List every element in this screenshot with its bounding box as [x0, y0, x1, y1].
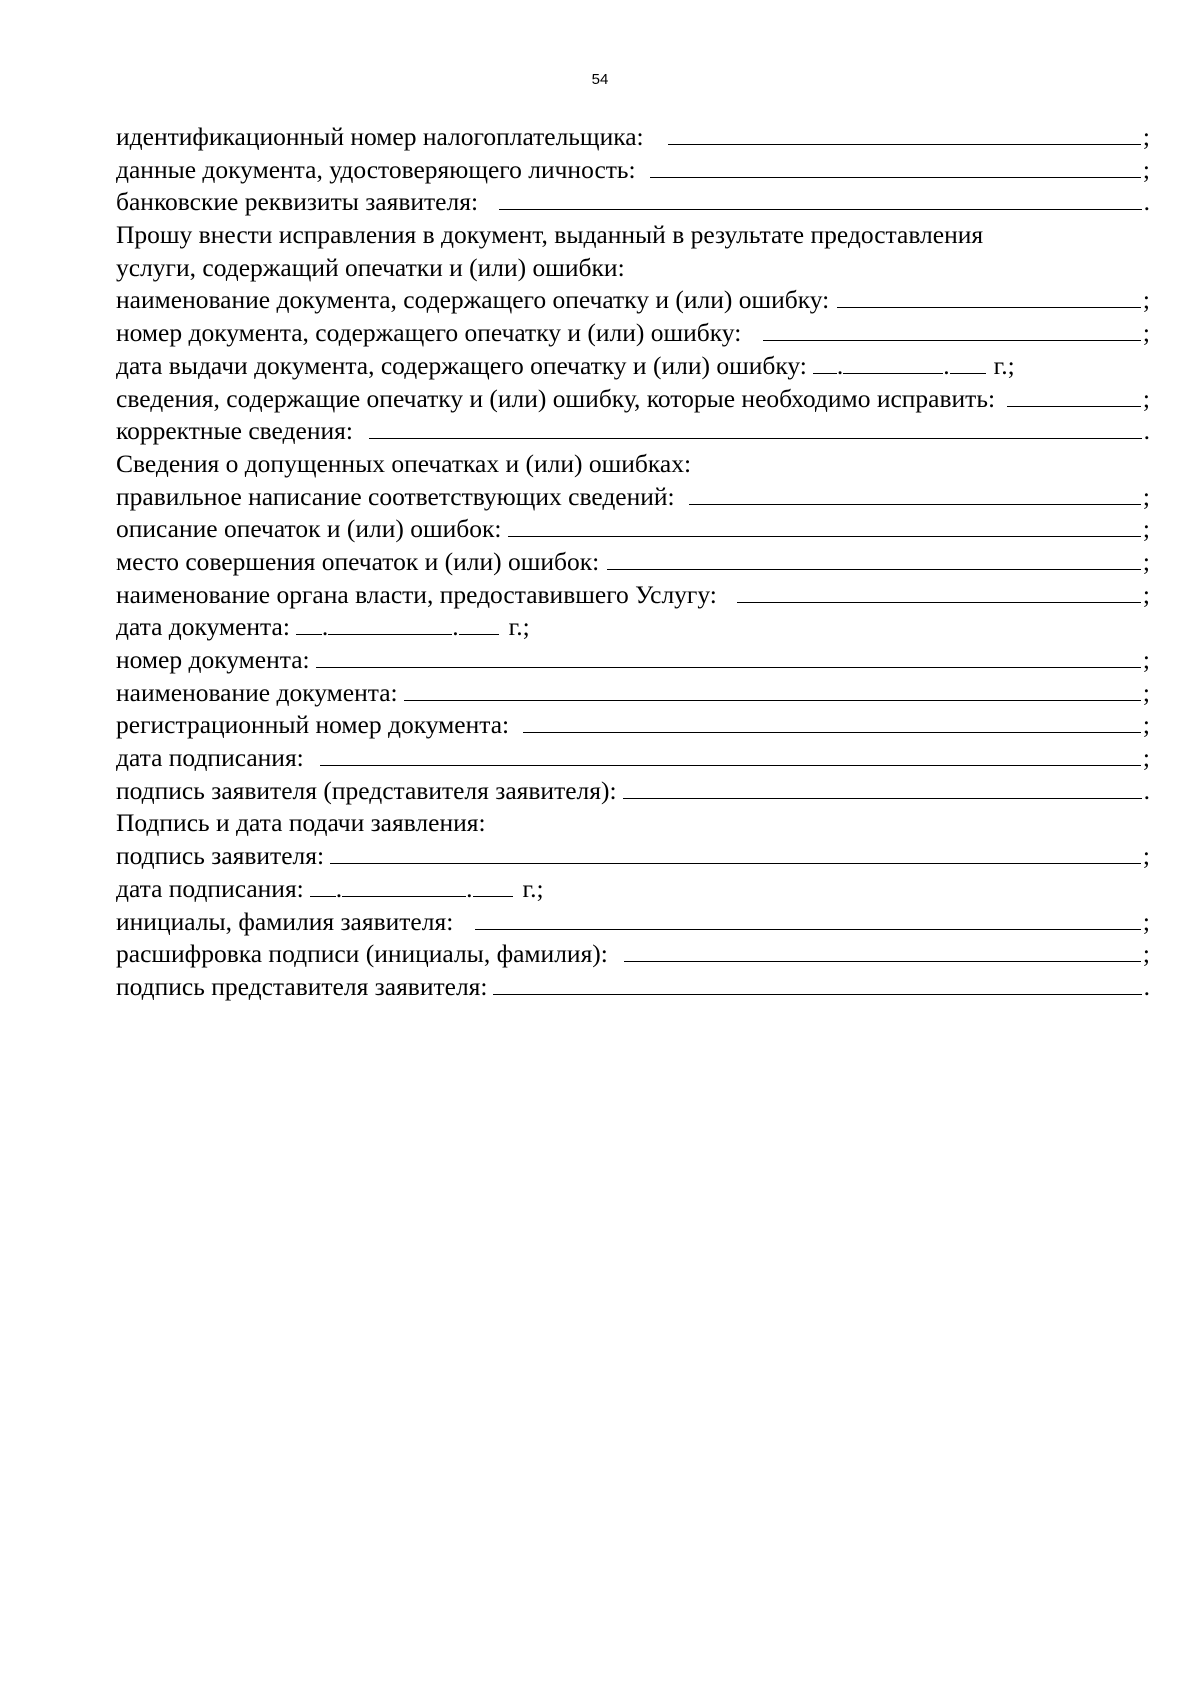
errors-place-label: место совершения опечаток и (или) ошибок:: [116, 546, 600, 576]
request-text-1: Прошу внести исправления в документ, выданный в результате предоставления: [116, 220, 984, 250]
document-date-field[interactable]: . .: [296, 611, 499, 644]
id-doc-field[interactable]: [650, 154, 1141, 178]
bank-label: банковские реквизиты заявителя:: [116, 187, 479, 217]
signing-date-label-2: дата подписания:: [116, 873, 304, 903]
correct-spelling-row: [116, 481, 1150, 514]
page-number: 54: [591, 71, 609, 88]
correct-info-label: корректные сведения:: [116, 416, 353, 446]
document-date-label: дата документа:: [116, 612, 290, 642]
signature-decoding-end: ;: [1142, 939, 1150, 969]
inn-row: [116, 121, 1150, 154]
applicant-signature-end: ;: [1142, 841, 1150, 871]
doc-name-label: наименование документа, содержащего опечатку и (или) ошибку:: [116, 285, 830, 315]
registration-number-row: [116, 709, 1150, 742]
id-doc-end: ;: [1142, 154, 1150, 184]
document-month-field[interactable]: [328, 611, 452, 635]
request-text-2: услуги, содержащий опечатки и (или) ошибки:: [116, 252, 625, 282]
correct-spelling-end: ;: [1142, 481, 1150, 511]
applicant-signature-label: подпись заявителя:: [116, 841, 325, 871]
doc-number-end: ;: [1142, 318, 1150, 348]
document-name-label: наименование документа:: [116, 677, 398, 707]
signing-date-field-2[interactable]: . .: [310, 873, 513, 906]
signing-year-field[interactable]: [473, 873, 513, 897]
signature-decoding-label: расшифровка подписи (инициалы, фамилия):: [116, 939, 608, 969]
doc-number-field[interactable]: [763, 317, 1141, 341]
document-year-field[interactable]: [459, 611, 499, 635]
errors-place-row: [116, 546, 1150, 579]
issue-date-row: [116, 350, 1150, 383]
bank-field[interactable]: [499, 186, 1142, 210]
signing-date-label-1: дата подписания:: [116, 743, 304, 773]
document-name-field[interactable]: [404, 677, 1141, 701]
representative-sign-field[interactable]: [493, 971, 1141, 995]
issue-month-field[interactable]: [843, 350, 943, 374]
document-number-field[interactable]: [316, 644, 1141, 668]
application-form: [116, 121, 1150, 1004]
document-name-row: [116, 677, 1150, 710]
signature-decoding-field[interactable]: [624, 938, 1141, 962]
authority-name-end: ;: [1142, 579, 1150, 609]
correct-spelling-label: правильное написание соответствующих сведений:: [116, 481, 675, 511]
authority-name-field[interactable]: [737, 579, 1141, 603]
document-date-row: [116, 611, 1150, 644]
initials-label: инициалы, фамилия заявителя:: [116, 906, 454, 936]
issue-day-field[interactable]: [813, 350, 837, 374]
signing-date-field-1[interactable]: [320, 742, 1141, 766]
errors-description-row: [116, 513, 1150, 546]
info-to-fix-field[interactable]: [1007, 383, 1141, 407]
doc-name-end: ;: [1142, 285, 1150, 315]
issue-date-field[interactable]: . .: [813, 350, 986, 383]
errors-heading-row: [116, 448, 1150, 481]
document-number-end: ;: [1142, 645, 1150, 674]
initials-field[interactable]: [475, 906, 1141, 930]
sign-heading-row: [116, 807, 1150, 840]
inn-label: идентификационный номер налогоплательщика:: [116, 122, 644, 151]
correct-info-end: .: [1143, 416, 1150, 446]
correct-spelling-field[interactable]: [689, 481, 1141, 505]
document-name-end: ;: [1142, 677, 1150, 707]
authority-name-label: наименование органа власти, предоставившего Услугу:: [116, 579, 717, 609]
inn-end: ;: [1142, 122, 1150, 151]
initials-end: ;: [1142, 906, 1150, 936]
document-number-label: номер документа:: [116, 645, 310, 674]
doc-name-row: [116, 284, 1150, 317]
signing-month-field[interactable]: [342, 873, 466, 897]
doc-name-field[interactable]: [837, 284, 1141, 308]
document-number-row: [116, 644, 1150, 677]
id-doc-row: [116, 154, 1150, 187]
doc-number-row: [116, 317, 1150, 350]
signing-date-end-1: ;: [1142, 743, 1150, 773]
issue-year-field[interactable]: [950, 350, 986, 374]
info-to-fix-label: сведения, содержащие опечатку и (или) ошибку, которые необходимо исправить:: [116, 383, 996, 413]
inn-field[interactable]: [668, 121, 1141, 145]
document-date-year-suffix: г.;: [508, 612, 530, 642]
correct-info-row: [116, 415, 1150, 448]
errors-place-field[interactable]: [607, 546, 1141, 570]
errors-description-field[interactable]: [508, 513, 1141, 537]
applicant-sign-label: подпись заявителя (представителя заявителя):: [116, 775, 617, 805]
issue-date-year-suffix: г.;: [993, 350, 1015, 380]
applicant-signature-row: [116, 840, 1150, 873]
signing-date-year-suffix: г.;: [522, 873, 544, 903]
signing-day-field[interactable]: [310, 873, 336, 897]
document-day-field[interactable]: [296, 611, 322, 635]
representative-sign-row: [116, 971, 1150, 1004]
sign-heading: Подпись и дата подачи заявления:: [116, 808, 486, 838]
issue-date-label: дата выдачи документа, содержащего опечатку и (или) ошибку:: [116, 350, 807, 380]
registration-number-end: ;: [1142, 710, 1150, 740]
representative-sign-label: подпись представителя заявителя:: [116, 971, 488, 1001]
request-line-1: [116, 219, 1150, 252]
errors-description-end: ;: [1142, 514, 1150, 544]
info-to-fix-end: ;: [1142, 383, 1150, 413]
authority-name-row: [116, 579, 1150, 612]
errors-place-end: ;: [1142, 546, 1150, 576]
errors-heading: Сведения о допущенных опечатках и (или) ошибках:: [116, 448, 692, 478]
id-doc-label: данные документа, удостоверяющего личность:: [116, 154, 636, 184]
correct-info-field[interactable]: [369, 415, 1142, 439]
info-to-fix-row: [116, 383, 1150, 416]
request-line-2: [116, 252, 1150, 285]
errors-description-label: описание опечаток и (или) ошибок:: [116, 514, 502, 544]
representative-sign-end: .: [1143, 971, 1150, 1001]
initials-row: [116, 906, 1150, 939]
bank-end: .: [1143, 187, 1150, 217]
doc-number-label: номер документа, содержащего опечатку и (или) ошибку:: [116, 318, 742, 348]
applicant-sign-end: .: [1143, 775, 1150, 805]
bank-row: [116, 186, 1150, 219]
registration-number-field[interactable]: [523, 709, 1141, 733]
applicant-signature-field[interactable]: [330, 840, 1141, 864]
signing-date-row-1: [116, 742, 1150, 775]
applicant-sign-row: [116, 775, 1150, 808]
signature-decoding-row: [116, 938, 1150, 971]
registration-number-label: регистрационный номер документа:: [116, 710, 510, 740]
signing-date-row-2: [116, 873, 1150, 906]
applicant-sign-field[interactable]: [623, 775, 1142, 799]
